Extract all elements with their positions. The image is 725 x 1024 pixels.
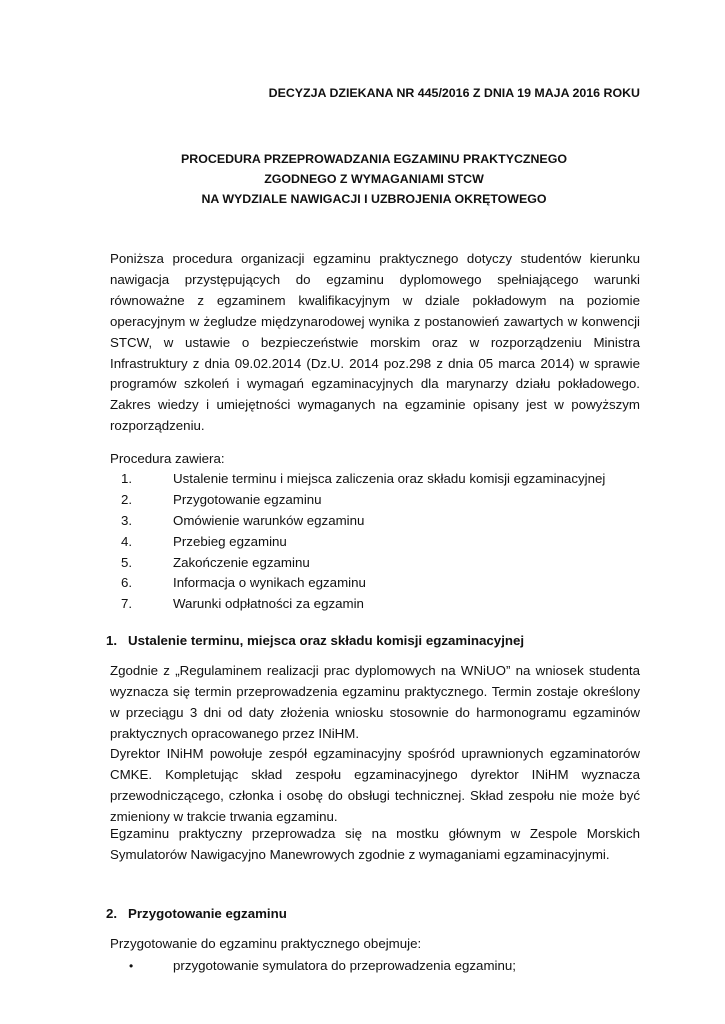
- list-item-number: 3.: [121, 512, 133, 528]
- list-item-text: Warunki odpłatności za egzamin: [173, 596, 364, 612]
- title-line-3: NA WYDZIALE NAWIGACJI I UZBROJENIA OKRĘTOWEGO: [201, 192, 547, 206]
- section-1-title: Ustalenie terminu, miejsca oraz składu komisji egzaminacyjnej: [128, 633, 525, 648]
- list-item: [110, 490, 640, 511]
- bullet-text: przygotowanie symulatora do przeprowadzenia egzaminu;: [173, 958, 516, 973]
- title-line-2: ZGODNEGO Z WYMAGANIAMI STCW: [264, 172, 484, 186]
- list-item-number: 7.: [121, 596, 133, 612]
- list-item-number: 4.: [121, 533, 133, 549]
- section-2-heading: [106, 906, 287, 921]
- list-item-number: 2.: [121, 491, 133, 507]
- section-2-intro: Przygotowanie do egzaminu praktycznego obejmuje:: [110, 936, 422, 951]
- contents-list: [110, 469, 640, 615]
- bullet-symbol: •: [129, 959, 134, 973]
- list-item: [110, 553, 640, 574]
- contents-label: Procedura zawiera:: [110, 451, 225, 466]
- intro-paragraph: Poniższa procedura organizacji egzaminu praktycznego dotyczy studentów kierunku nawigacja przystępujących do egzaminu dyplomowego spełniającego warunki równoważne z egzaminem kwalifikacyjnym w dziale pokładowym na poziomie operacyjnym w żegludze międzynarodowej wynika z postanowień zawartych w konwencji STCW, w ustawie o bezpieczeństwie morskim oraz w rozporządzeniu Ministra Infrastruktury z dnia 09.02.2014 (Dz.U. 2014 poz.298 z dnia 05 marca 2014) w sprawie programów szkoleń i wymagań egzaminacyjnych dla marynarzy działu pokładowego. Zakres wiedzy i umiejętności wymaganych na egzaminie opisany jest w powyższym rozporządzeniu.: [110, 251, 640, 434]
- list-item-text: Ustalenie terminu i miejsca zaliczenia oraz składu komisji egzaminacyjnej: [173, 471, 606, 486]
- title-line-1: PROCEDURA PRZEPROWADZANIA EGZAMINU PRAKTYCZNEGO: [181, 152, 567, 166]
- list-item: [110, 956, 640, 977]
- list-item: [110, 532, 640, 553]
- section-1-paragraph-3: Egzaminu praktyczny przeprowadza się na mostku głównym w Zespole Morskich Symulatorów Nawigacyjno Manewrowych zgodnie z wymaganiami egzaminacyjnymi.: [110, 826, 640, 862]
- list-item: [110, 594, 640, 615]
- section-1-heading: [106, 633, 524, 648]
- list-item-text: Omówienie warunków egzaminu: [173, 512, 365, 528]
- list-item-text: Przygotowanie egzaminu: [173, 491, 322, 507]
- list-item: [110, 511, 640, 532]
- list-item-text: Przebieg egzaminu: [173, 533, 287, 549]
- section-1-paragraph-1: Zgodnie z „Regulaminem realizacji prac dyplomowych na WNiUO” na wniosek studenta wyznacza się termin przeprowadzenia egzaminu praktycznego. Termin zostaje określony w przeciągu 3 dni od daty złożenia wniosku stosownie do harmonogramu egzaminów praktycznych opracowanego przez INiHM.: [110, 663, 640, 741]
- list-item-text: Informacja o wynikach egzaminu: [173, 575, 366, 591]
- list-item-number: 5.: [121, 554, 133, 570]
- list-item-number: 6.: [121, 575, 133, 591]
- section-1-number: 1.: [106, 633, 118, 648]
- section-2-title: Przygotowanie egzaminu: [128, 906, 287, 921]
- section-2-bullet-list: [110, 956, 640, 977]
- section-2-number: 2.: [106, 906, 118, 921]
- list-item: [110, 573, 640, 594]
- list-item: [110, 469, 640, 490]
- list-item-number: 1.: [121, 471, 133, 486]
- decision-header: DECYZJA DZIEKANA NR 445/2016 Z DNIA 19 MAJA 2016 ROKU: [268, 86, 640, 100]
- section-1-paragraph-2: Dyrektor INiHM powołuje zespół egzaminacyjny spośród uprawnionych egzaminatorów CMKE. Kompletując skład zespołu egzaminacyjnego dyrektor INiHM wyznacza przewodniczącego, członka i osobę do obsługi technicznej. Skład zespołu nie może być zmieniony w trakcie trwania egzaminu.: [110, 746, 640, 824]
- list-item-text: Zakończenie egzaminu: [173, 554, 310, 570]
- document-title: [100, 149, 648, 209]
